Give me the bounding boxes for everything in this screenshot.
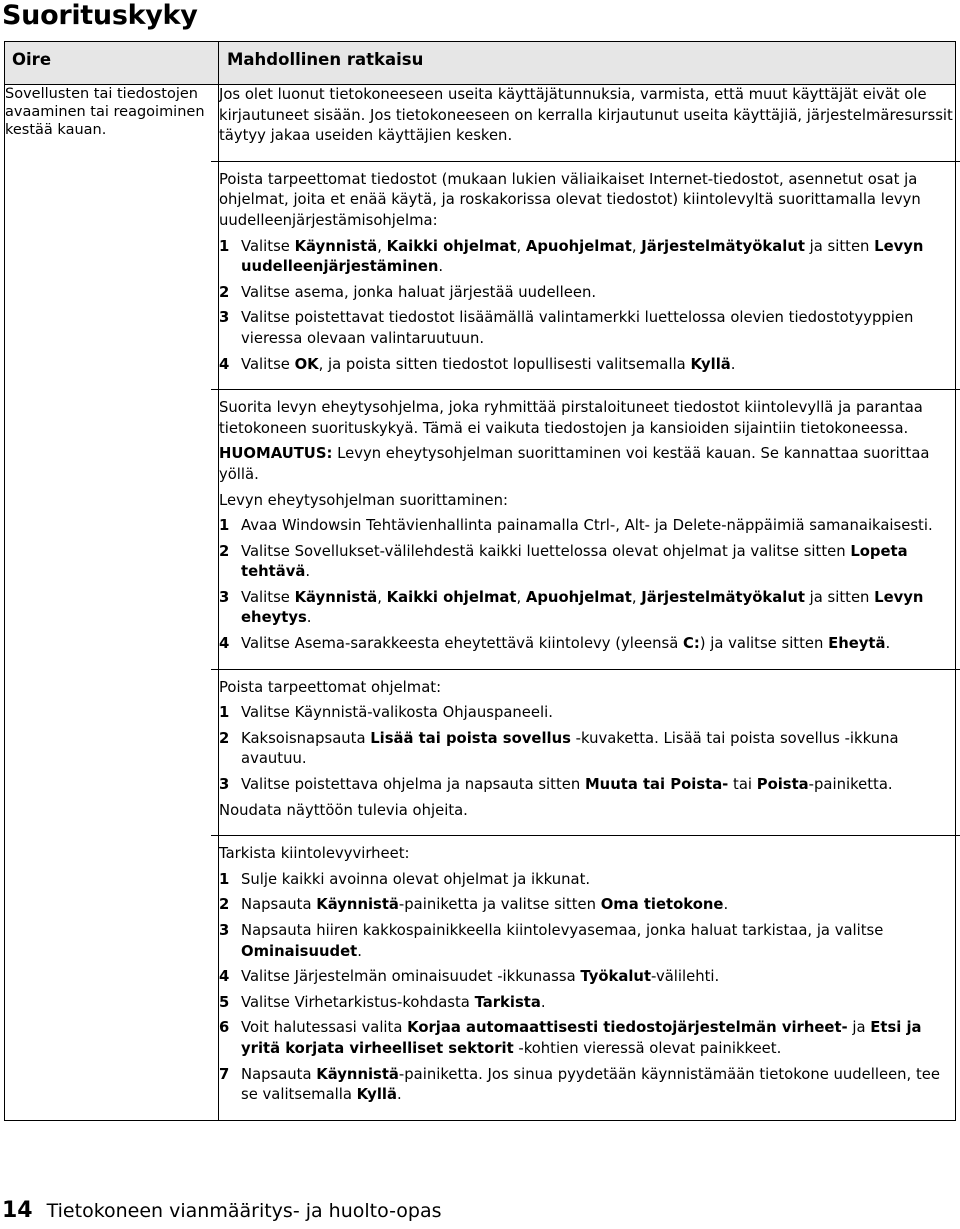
step-emphasis: Apuohjelmat (525, 588, 632, 606)
step-emphasis: Tarkista (474, 993, 541, 1011)
list-item (219, 967, 955, 988)
step-emphasis: Etsi ja yritä korjata virheelliset sektorit (241, 1019, 922, 1057)
step-emphasis: Kyllä (356, 1086, 397, 1104)
step-text: , (377, 588, 387, 606)
page-title: Suorituskyky (2, 0, 198, 31)
steps-intro: Levyn eheytysohjelman suorittaminen: (219, 491, 508, 509)
step-emphasis: Järjestelmätyökalut (641, 588, 805, 606)
solution-section-diskcheck (211, 835, 960, 1120)
step-emphasis: Lopeta tehtävä (241, 542, 908, 581)
step-text: Valitse (241, 355, 295, 373)
step-number: 1 (219, 704, 230, 722)
step-text: ja sitten (804, 588, 875, 606)
step-text: -kohtien vieressä olevat painikkeet. (513, 1039, 782, 1057)
step-number: 2 (219, 542, 230, 560)
note-label: HUOMAUTUS: (219, 445, 333, 463)
step-emphasis: Kaikki ohjelmat (386, 588, 517, 606)
steps-list (219, 703, 955, 795)
step-text: Napsauta (241, 1065, 317, 1083)
step-number: 6 (219, 1019, 230, 1037)
step-text: Sulje kaikki avoinna olevat ohjelmat ja ikkunat. (241, 870, 591, 888)
step-number: 1 (219, 517, 230, 535)
list-item (219, 237, 955, 278)
list-item (219, 1065, 955, 1106)
step-text: ) ja valitse sitten (699, 635, 829, 653)
step-text: . (396, 1086, 402, 1104)
step-text: ja (847, 1019, 871, 1037)
step-number: 3 (219, 309, 230, 327)
step-text: . (438, 258, 444, 276)
list-item (219, 283, 955, 304)
steps-list (219, 516, 955, 655)
solution-section-defrag (211, 389, 960, 669)
solution-section-uninstall (211, 669, 960, 836)
step-number: 4 (219, 355, 230, 373)
note-text: Levyn eheytysohjelman suorittaminen voi kestää kauan. Se kannattaa suorittaa yöllä. (219, 445, 930, 483)
step-emphasis: Levyn eheytys (241, 588, 924, 627)
list-item (219, 516, 955, 537)
step-text: , (516, 237, 526, 255)
step-text: Napsauta hiiren kakkospainikkeella kiintolevyasemaa, jonka haluat tarkistaa, ja valitse (241, 922, 884, 939)
solution-cell (219, 85, 956, 1121)
step-emphasis: Käynnistä (316, 1065, 399, 1083)
step-text: , (631, 237, 642, 255)
step-text: tai (728, 776, 757, 794)
step-number: 7 (219, 1065, 230, 1083)
list-item (219, 870, 955, 891)
step-text: Kaksoisnapsauta (241, 729, 371, 747)
step-text: Valitse poistettava ohjelma ja napsauta sitten (241, 776, 585, 794)
step-number: 2 (219, 729, 230, 747)
solution-paragraph: Jos olet luonut tietokoneeseen useita käyttäjätunnuksia, varmista, että muut käyttäjät eivät ole kirjautuneet sisään. Jos tietokoneeseen on kerralla kirjautunut useita käyttäjiä, järjestelmäresurssit täytyy jakaa useiden käyttäjien kesken. (219, 86, 953, 145)
solution-paragraph: Tarkista kiintolevyvirheet: (219, 845, 410, 863)
step-emphasis: Ominaisuudet (241, 942, 358, 960)
step-text: . (306, 609, 312, 627)
step-number: 5 (219, 993, 230, 1011)
step-text: Valitse Asema-sarakkeesta eheytettävä kiintolevy (yleensä (241, 635, 683, 653)
list-item (219, 634, 955, 655)
step-text: Valitse Virhetarkistus-kohdasta (241, 993, 475, 1011)
list-item (219, 703, 955, 724)
step-emphasis: Eheytä (828, 635, 886, 653)
document-title: Tietokoneen vianmääritys- ja huolto-opas (46, 1200, 442, 1222)
solution-paragraph: Noudata näyttöön tulevia ohjeita. (219, 801, 468, 819)
step-text: Valitse Käynnistä-valikosta Ohjauspaneeli. (241, 704, 553, 722)
page-footer (2, 1198, 442, 1223)
step-text: Napsauta (241, 896, 317, 914)
step-emphasis: Korjaa automaattisesti tiedostojärjestelmän virheet- (407, 1019, 848, 1037)
step-emphasis: Muuta tai Poista- (584, 776, 729, 794)
list-item (219, 921, 955, 962)
step-number: 1 (219, 870, 230, 888)
symptom-cell: Sovellusten tai tiedostojen avaaminen tai reagoiminen kestää kauan. (5, 85, 219, 1121)
step-number: 2 (219, 896, 230, 914)
list-item (219, 308, 955, 349)
table-row (5, 85, 956, 1121)
step-text: -painiketta ja valitse sitten (398, 896, 601, 914)
note-paragraph (219, 444, 955, 485)
step-number: 4 (219, 968, 230, 986)
solution-paragraph: Suorita levyn eheytysohjelma, joka ryhmittää pirstaloituneet tiedostot kiintolevyllä ja parantaa tietokoneen suorituskykyä. Tämä ei vaikuta tiedostojen ja kansioiden sijaintiin tietokoneessa. (219, 399, 923, 437)
step-number: 3 (219, 588, 230, 606)
step-text: Avaa Windowsin Tehtävienhallinta painamalla Ctrl-, Alt- ja Delete-näppäimiä samanaikaisesti. (241, 517, 933, 535)
table-header-row (5, 42, 956, 85)
list-item (219, 729, 955, 770)
step-emphasis: Käynnistä (294, 588, 378, 606)
step-text: . (540, 993, 546, 1011)
step-number: 1 (219, 237, 230, 255)
list-item (219, 542, 955, 583)
step-number: 4 (219, 635, 230, 653)
step-number: 2 (219, 283, 230, 301)
step-number: 3 (219, 776, 230, 794)
step-text: Valitse asema, jonka haluat järjestää uudelleen. (241, 283, 597, 301)
step-text: , (516, 588, 526, 606)
step-text: Valitse Järjestelmän ominaisuudet -ikkunassa (241, 968, 581, 986)
solution-section-cleanup (211, 161, 960, 389)
step-text: Valitse Sovellukset-välilehdestä kaikki luettelossa olevat ohjelmat ja valitse sitten (241, 542, 851, 560)
solution-section-accounts (219, 85, 955, 161)
step-text: , (631, 588, 642, 606)
step-emphasis: Kyllä (690, 355, 731, 373)
step-text: ja sitten (804, 237, 875, 255)
list-item (219, 775, 955, 796)
steps-list (219, 870, 955, 1106)
column-header-symptom: Oire (5, 42, 219, 85)
list-item (219, 1018, 955, 1059)
step-text: . (723, 896, 729, 914)
step-emphasis: Kaikki ohjelmat (386, 237, 517, 255)
step-number: 3 (219, 922, 230, 939)
step-emphasis: Käynnistä (316, 896, 399, 914)
step-emphasis: Apuohjelmat (525, 237, 632, 255)
step-text: . (885, 635, 891, 653)
step-emphasis: Poista (756, 776, 809, 794)
step-emphasis: Oma tietokone (600, 896, 724, 914)
step-text: -painiketta. Jos sinua pyydetään käynnistämään tietokone uudelleen, tee se valitsemalla (241, 1065, 940, 1104)
list-item (219, 355, 955, 376)
step-emphasis: Lisää tai poista sovellus (370, 729, 571, 747)
list-item (219, 588, 955, 629)
step-text: Valitse poistettavat tiedostot lisäämällä valintamerkki luettelossa olevien tiedostotyyppien vieressa olevaan valintaruutuun. (241, 309, 914, 347)
step-text: . (305, 563, 311, 581)
step-text: . (730, 355, 736, 373)
column-header-solution: Mahdollinen ratkaisu (219, 42, 956, 85)
step-text: Valitse (241, 237, 295, 255)
step-text: , (377, 237, 387, 255)
step-emphasis: Levyn uudelleenjärjestäminen (241, 237, 924, 276)
step-text: . (357, 942, 362, 960)
step-text: -painiketta. (808, 776, 893, 794)
step-text: Voit halutessasi valita (241, 1019, 408, 1037)
step-emphasis: C: (682, 635, 700, 653)
step-emphasis: Työkalut (580, 968, 652, 986)
step-text: Valitse (241, 588, 295, 606)
solution-paragraph: Poista tarpeettomat tiedostot (mukaan lukien väliaikaiset Internet-tiedostot, asennetut osat ja ohjelmat, joita et enää käytä, ja roskakorissa olevat tiedostot) kiintolevyltä suorittamalla levyn uudelleenjärjestämisohjelma: (219, 170, 921, 229)
step-emphasis: Järjestelmätyökalut (641, 237, 805, 255)
step-text: -välilehti. (651, 968, 720, 986)
list-item (219, 993, 955, 1014)
step-emphasis: OK (294, 355, 319, 373)
steps-list (219, 237, 955, 376)
solution-paragraph: Poista tarpeettomat ohjelmat: (219, 678, 442, 696)
page-number: 14 (2, 1198, 33, 1223)
step-text: -kuvaketta. Lisää tai poista sovellus -ikkuna avautuu. (241, 729, 899, 768)
troubleshooting-table (4, 41, 956, 1121)
step-emphasis: Käynnistä (294, 237, 378, 255)
step-text: , ja poista sitten tiedostot lopullisesti valitsemalla (318, 355, 691, 373)
list-item (219, 895, 955, 916)
